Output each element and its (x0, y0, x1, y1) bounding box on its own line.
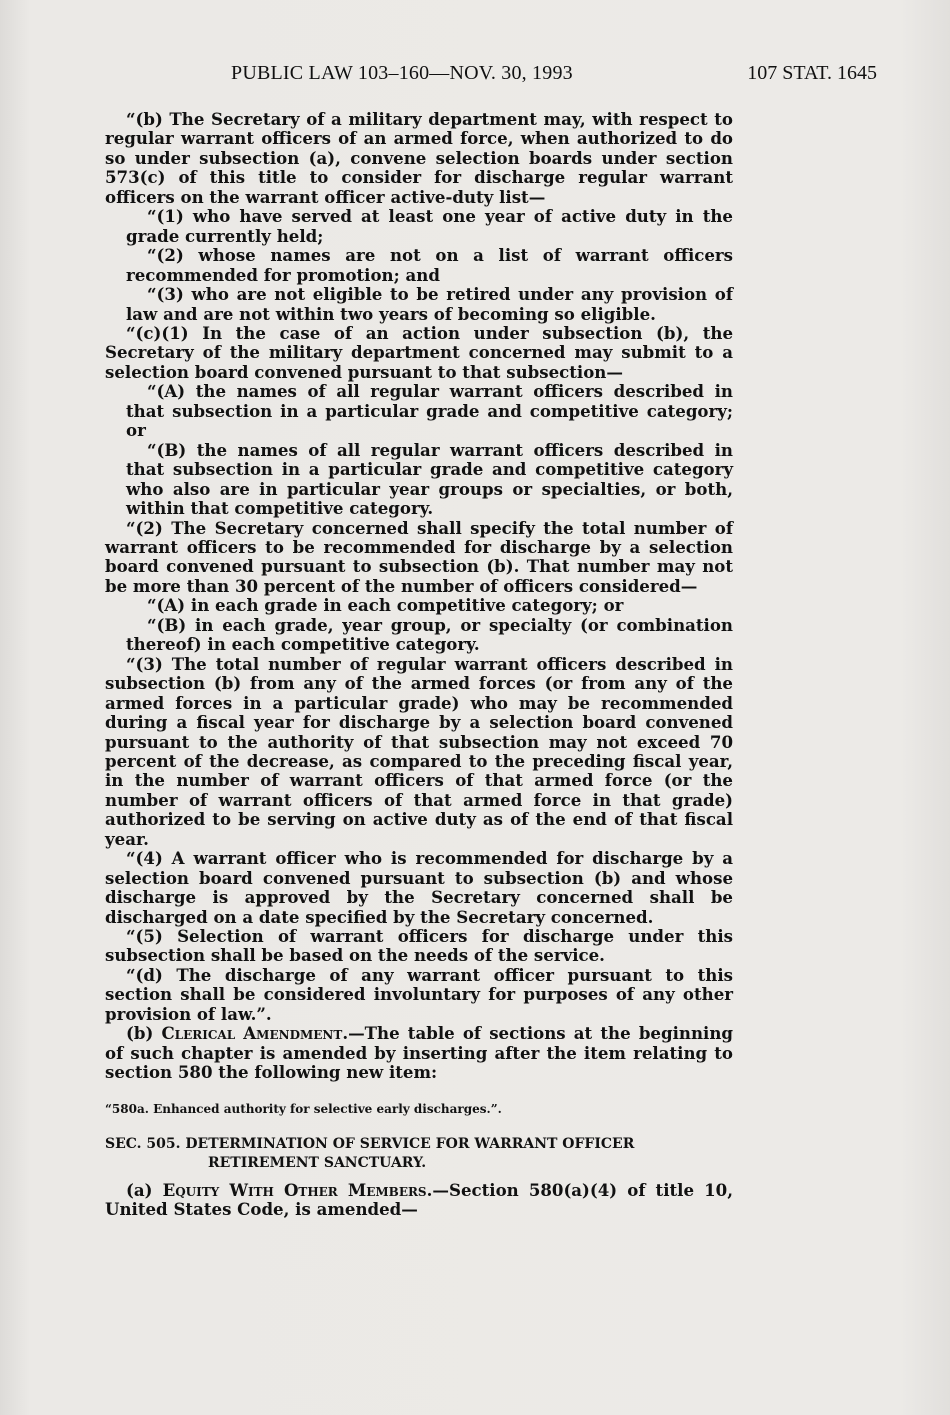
equity-paragraph (105, 1181, 733, 1220)
paragraph-c3: “(3) The total number of regular warrant officers described in subsection (b) from any of the armed forces (or from any of the armed forces in a particular grade) who may be recommended during a fiscal year for discharge by a selection board convened pursuant to the authority of that subsection may not exceed 70 percent of the decrease, as compared to the preceding fiscal year, in the number of warrant officers of that armed force (or the number of warrant officers of that armed force in that grade) authorized to be serving on active duty as of the end of that fiscal year. (105, 653, 733, 849)
clause-c1-a: “(A) the names of all regular warrant officers described in that subsection in a particular grade and competitive category; or (126, 381, 733, 441)
clerical-amendment-lead: (b) (126, 1023, 162, 1044)
clause-2: “(2) whose names are not on a list of warrant officers recommended for promotion; and (126, 245, 733, 285)
paragraph-b: “(b) The Secretary of a military department may, with respect to regular warrant officers of an armed force, when authorized to do so under subsection (a), convene selection boards under section 573(c) of this title to consider for discharge regular warrant officers on the warrant officer active-duty list— (105, 109, 733, 207)
paragraph-d: “(d) The discharge of any warrant officer pursuant to this section shall be considered involuntary for purposes of any other provision of law.”. (105, 964, 733, 1024)
paragraph-c5: “(5) Selection of warrant officers for discharge under this subsection shall be based on the needs of the service. (105, 926, 733, 966)
clause-c1-b: “(B) the names of all regular warrant officers described in that subsection in a particular grade and competitive category who also are in particular year groups or specialties, or both, within that competitive category. (126, 439, 733, 519)
clause-1: “(1) who have served at least one year of active duty in the grade currently held; (126, 206, 733, 246)
clause-c2-a: “(A) in each grade in each competitive category; or (147, 595, 624, 616)
clause-c2-b: “(B) in each grade, year group, or specialty (or combination thereof) in each competitive category. (126, 614, 733, 655)
clerical-amendment (105, 1024, 733, 1082)
stat-page-number: 107 STAT. 1645 (747, 62, 877, 84)
paragraph-c4: “(4) A warrant officer who is recommended for discharge by a selection board convened pursuant to subsection (b) and whose discharge is approved by the Secretary concerned shall be discharged on a date specified by the Secretary concerned. (105, 848, 733, 927)
paragraph-c1: “(c)(1) In the case of an action under subsection (b), the Secretary of the military department concerned may submit to a selection board convened pursuant to that subsection— (105, 322, 733, 382)
clerical-amendment-text: .—The table of sections at the beginning of such chapter is amended by inserting after the item relating to section 580 the following new item: (105, 1023, 733, 1083)
page-header (105, 62, 877, 92)
document-body (105, 110, 733, 1220)
equity-text: .—Section 580(a)(4) of title 10, United States Code, is amended— (105, 1179, 734, 1220)
running-head: PUBLIC LAW 103–160—NOV. 30, 1993 (231, 62, 573, 84)
section-heading: SEC. 505. DETERMINATION OF SERVICE FOR WARRANT OFFICER RETIREMENT SANCTUARY. (105, 1135, 635, 1171)
clerical-amendment-heading: Clerical Amendment (161, 1023, 343, 1044)
clause-3: “(3) who are not eligible to be retired under any provision of law and are not within two years of becoming so eligible. (126, 284, 733, 324)
equity-heading: Equity With Other Members (162, 1179, 427, 1200)
equity-lead: (a) (126, 1179, 163, 1200)
paragraph-c2: “(2) The Secretary concerned shall specify the total number of warrant officers to be recommended for discharge by a selection board convened pursuant to subsection (b). That number may not be more than 30 percent of the number of officers considered— (105, 517, 733, 596)
table-item-580a: “580a. Enhanced authority for selective early discharges.”. (105, 1101, 502, 1116)
